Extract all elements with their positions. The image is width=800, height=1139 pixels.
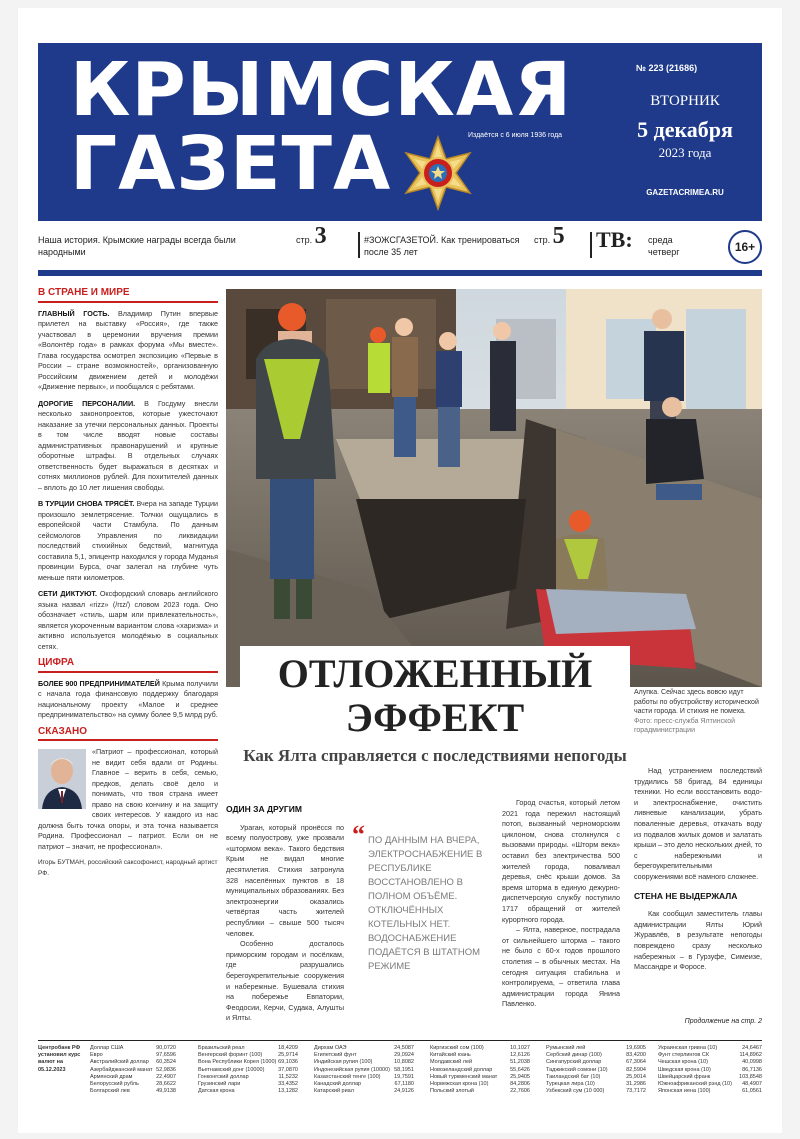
- currency-rate: 24,5087: [394, 1045, 414, 1051]
- currency-name: Вона Республики Корея (1000): [198, 1059, 277, 1066]
- currency-rate: 51,2038: [510, 1059, 530, 1066]
- paragraph: Особенно досталось приморским городам и посёлкам, где разрушались берегоукрепительные сооружения и набережные. Бушевала стихия на побережье Евпатории, Феодосии, Керчи, Судака, Алушты и Ялты.: [226, 939, 344, 1023]
- currency-name: Китайский юань: [430, 1052, 471, 1059]
- currency-row: [198, 1059, 298, 1066]
- currency-name: Египетский фунт: [314, 1052, 357, 1059]
- currency-row: [90, 1045, 176, 1052]
- tv-label[interactable]: ТВ:: [596, 227, 633, 252]
- teaser-row: [38, 223, 762, 270]
- title-line-2: ГАЗЕТА: [70, 121, 392, 207]
- currency-rate: 37,0870: [278, 1066, 298, 1073]
- currency-column: [314, 1045, 414, 1095]
- subheadline: Как Ялта справляется с последствиями непогоды: [243, 746, 627, 765]
- page-ref-prefix: стр.: [534, 235, 551, 245]
- currency-row: [658, 1074, 762, 1081]
- divider: [358, 232, 360, 258]
- currency-rate: 55,6426: [510, 1066, 530, 1073]
- currency-rate: 25,9405: [510, 1073, 530, 1080]
- headline-line-2: ЭФФЕКТ: [345, 695, 525, 740]
- currency-name: Вьетнамский донг (10000): [198, 1066, 265, 1073]
- section-heading-figure: ЦИФРА: [38, 658, 218, 673]
- currency-name: Индонезийская рупия (10000): [314, 1066, 391, 1073]
- currency-rate: 11,5232: [278, 1073, 298, 1080]
- paragraph: Ураган, который пронёсся по всему полуострову, уже прозвали «штормом века». Такого бедствия Крым не видал многие десятилетия. Стихия затронула 328 населённых пунктов в 18 муниципальных образованиях. Без электроэнергии оказались четвёртая часть жителей республики – свыше 500 тысяч человек.: [226, 822, 344, 938]
- photo-caption: [634, 688, 762, 736]
- currency-name: Канадский доллар: [314, 1081, 362, 1088]
- currency-rate: 84,2806: [510, 1081, 530, 1088]
- since-note: Издаётся с 6 июля 1936 года: [468, 132, 563, 139]
- currency-name: Румынский лей: [546, 1045, 586, 1051]
- currency-row: [658, 1052, 762, 1059]
- currency-name: Венгерский форинт (100): [198, 1052, 263, 1059]
- currency-name: Новозеландский доллар: [430, 1066, 493, 1073]
- currency-rate: 97,6596: [156, 1052, 176, 1059]
- currency-name: Датская крона: [198, 1088, 235, 1095]
- figure-item: [38, 679, 218, 721]
- currency-name: Азербайджанский манат: [90, 1066, 153, 1073]
- page-ref-5[interactable]: [534, 223, 565, 249]
- currency-row: [198, 1052, 298, 1059]
- currency-rate: 103,8548: [739, 1073, 762, 1080]
- currency-name: Таиландский бат (10): [546, 1073, 601, 1080]
- masthead: [38, 43, 762, 221]
- currency-row: [314, 1067, 414, 1074]
- currency-rate: 19,6905: [626, 1045, 646, 1051]
- issue-weekday: ВТОРНИК: [650, 93, 720, 109]
- currency-rate: 28,6622: [156, 1081, 176, 1088]
- currency-name: Белорусский рубль: [90, 1081, 139, 1088]
- currency-rate: 25,9714: [278, 1052, 298, 1059]
- currency-row: [546, 1088, 646, 1095]
- currency-rate: 52,9836: [156, 1066, 176, 1073]
- currency-rate: 58,1951: [394, 1066, 414, 1073]
- currency-row: [430, 1088, 530, 1095]
- quote-mark-icon: “: [352, 820, 365, 849]
- news-lead: В ТУРЦИИ СНОВА ТРЯСЁТ.: [38, 499, 135, 508]
- teaser-history[interactable]: Наша история. Крымские награды всегда были народными: [38, 235, 236, 257]
- currency-row: [430, 1074, 530, 1081]
- currency-column: [198, 1045, 298, 1095]
- bottom-rule: [38, 1040, 762, 1041]
- currency-row: [430, 1067, 530, 1074]
- pull-quote: [352, 820, 484, 974]
- currency-rate: 33,4352: [278, 1081, 298, 1088]
- page-ref-number: 5: [552, 223, 565, 249]
- headline-block: [240, 646, 630, 766]
- currency-rate: 49,9138: [156, 1088, 176, 1095]
- news-text: Владимир Путин впервые прилетел на выставку «Россия», где также участвовал в церемонии вручения премии «Волонтёр года» в рамках форума «Мы вместе». Глава государства осмотрел экспозицию «Первые в России – стране возможностей», организованную Российским движением детей и молодёжи «Движение первых», и пообщался с ребятами.: [38, 308, 218, 391]
- currency-name: Евро: [90, 1052, 103, 1059]
- figure-lead: БОЛЕЕ 900 ПРЕДПРИНИМАТЕЛЕЙ: [38, 678, 160, 688]
- currency-row: [198, 1081, 298, 1088]
- sidebar: [38, 288, 218, 879]
- currency-name: Болгарский лев: [90, 1088, 130, 1095]
- article-column-3: [502, 798, 620, 1010]
- paragraph: – Ялта, наверное, пострадала от сильнейшего шторма – такого не было с 60-х годов прошлого столетия – в обычных местах. На сегодня ситуация стабильна и контролируема, – ответила глава администрации города Янина Павленко.: [502, 925, 620, 1009]
- currency-rate: 40,0998: [742, 1059, 762, 1066]
- currency-column: [430, 1045, 530, 1095]
- currency-name: Армянский драм: [90, 1073, 133, 1080]
- news-item: [38, 399, 218, 494]
- currency-name: Украинская гривна (10): [658, 1045, 718, 1051]
- currency-rate: 10,8082: [394, 1059, 414, 1066]
- currency-name: Грузинский лари: [198, 1081, 241, 1088]
- currency-rate: 18,4209: [278, 1045, 298, 1051]
- currency-rate: 86,7136: [742, 1066, 762, 1073]
- headline[interactable]: [240, 652, 630, 740]
- currency-rate: 24,6467: [742, 1045, 762, 1051]
- issue-panel: [608, 43, 762, 221]
- currency-row: [546, 1067, 646, 1074]
- news-lead: ДОРОГИЕ ПЕРСОНАЛИИ.: [38, 398, 136, 408]
- currency-row: [658, 1045, 762, 1052]
- page-ref-number: 3: [314, 223, 327, 249]
- currency-rate: 19,7591: [394, 1073, 414, 1080]
- currency-name: Австралийский доллар: [90, 1059, 149, 1066]
- article-column-1: [226, 800, 344, 1024]
- currency-row: [314, 1074, 414, 1081]
- tv-days: среда четверг: [648, 235, 680, 257]
- paragraph: Над устранением последствий трудились 58 бригад, 84 единицы техники. Но если восстановить водо- и электроснабжение, очистить ливневые канализации, убрать поваленные деревья, откачать воду из подвалов жилых домов и залатать крыши – это дело нескольких дней, то с набережными и берегоукрепительными сооружениями всё намного сложнее.: [634, 766, 762, 881]
- pull-quote-text: ПО ДАННЫМ НА ВЧЕРА, ЭЛЕКТРОСНАБЖЕНИЕ В РЕСПУБЛИКЕ ВОССТАНОВЛЕНО В ПОЛНОМ ОБЪЁМЕ. ОТКЛЮЧЁННЫХ КОТЕЛЬНЫХ НЕТ. ВОДОСНАБЖЕНИЕ ПОДАЁТСЯ В ШТАТНОМ РЕЖИМЕ: [368, 835, 483, 972]
- order-emblem-icon: [400, 135, 476, 211]
- paragraph: Город счастья, который летом 2021 года пережил настоящий потоп, вызванный черноморским циклоном, снова столкнулся с вызовами природы. «Шторм века» оставил без электричества 500 жителей города, поваливал деревья, снёс крыши домов. За время шторма в единую дежурно-диспетчерскую службу поступило 1717 обращений от жителей курортного города.: [502, 798, 620, 924]
- currency-rate: 29,0924: [394, 1052, 414, 1059]
- currency-rate: 10,1027: [510, 1045, 530, 1051]
- currency-name: Чешская крона (10): [658, 1059, 708, 1066]
- page-ref-3[interactable]: [296, 223, 327, 249]
- currency-rate: 69,1036: [278, 1059, 298, 1066]
- currency-table: [38, 1045, 762, 1115]
- currency-rate: 82,5904: [626, 1066, 646, 1073]
- news-text: В Госдуму внесли несколько законопроектов, которые ужесточают наказание за утечки персональных данных. Проекты в том числе вводят новые составы административных правонарушений и крупные оборотные штрафы. В отдельных случаях ответственность будет выражаться в десятках и сотнях миллионов рублей. Для похитителей данных – вплоть до 10 лет лишения свободы.: [38, 398, 218, 492]
- currency-rate: 31,2986: [626, 1081, 646, 1088]
- hero-photo: [226, 289, 762, 687]
- currency-row: [658, 1067, 762, 1074]
- currency-name: Казахстанский тенге (100): [314, 1073, 381, 1080]
- currency-name: Дирхам ОАЭ: [314, 1045, 347, 1051]
- currency-row: [314, 1059, 414, 1066]
- currency-name: Швейцарский франк: [658, 1073, 711, 1080]
- currency-column: [546, 1045, 646, 1095]
- currency-row: [90, 1088, 176, 1095]
- title-line-1: КРЫМСКАЯ: [70, 47, 573, 133]
- currency-row: [90, 1059, 176, 1066]
- currency-intro: Центробанк РФ установил курс валют на 05.12.2023: [38, 1045, 81, 1073]
- currency-name: Южноафриканский рэнд (10): [658, 1081, 732, 1088]
- news-lead: СЕТИ ДИКТУЮТ.: [38, 589, 97, 598]
- currency-rate: 25,9014: [626, 1073, 646, 1080]
- currency-rate: 13,1282: [278, 1088, 298, 1095]
- news-item: [38, 589, 218, 652]
- currency-row: [198, 1067, 298, 1074]
- currency-rate: 22,7606: [510, 1088, 530, 1095]
- article-column-4: [634, 766, 762, 973]
- currency-column: [90, 1045, 176, 1095]
- currency-name: Таджикский сомони (10): [546, 1066, 608, 1073]
- currency-name: Турецкая лира (10): [546, 1081, 595, 1088]
- continued-link[interactable]: Продолжение на стр. 2: [684, 1018, 762, 1025]
- age-rating-badge: 16+: [728, 230, 762, 264]
- quote-text: «Патриот – профессионал, который не видит себя вдали от Родины. Главное – верить в себя, семью, предков, делать своё дело и понимать, что твоя страна имеет право на свою кончину и на защиту своих интересов. У каждого из нас должна быть точка опоры, и эта точка называется Родина. Профессионал – патриот. Если он не патриот – значит, не профессионал».: [38, 747, 218, 851]
- currency-name: Фунт стерлингов СК: [658, 1052, 710, 1059]
- column-heading: ОДИН ЗА ДРУГИМ: [226, 804, 302, 814]
- currency-name: Киргизский сом (100): [430, 1045, 484, 1051]
- newspaper-title[interactable]: [70, 47, 573, 207]
- currency-rate: 24,9126: [394, 1088, 414, 1095]
- currency-rate: 67,3064: [626, 1059, 646, 1066]
- paragraph: Как сообщил заместитель главы администрации Ялты Юрий Журавлёв, в результате непогоды повреждено сразу несколько набережных – в Гурзуфе, Симеизе, Массандре и Форосе.: [634, 909, 762, 972]
- currency-name: Сербский динар (100): [546, 1052, 602, 1059]
- quote-author: Игорь БУТМАН, российский саксофонист, народный артист РФ.: [38, 859, 218, 877]
- column-heading: СТЕНА НЕ ВЫДЕРЖАЛА: [634, 890, 738, 901]
- section-heading-quote: СКАЗАНО: [38, 727, 218, 742]
- site-link[interactable]: GAZETACRIMEA.RU: [646, 188, 724, 197]
- currency-name: Шведская крона (10): [658, 1066, 711, 1073]
- currency-name: Норвежская крона (10): [430, 1081, 489, 1088]
- section-heading-news: В СТРАНЕ И МИРЕ: [38, 288, 218, 303]
- currency-name: Японская иена (100): [658, 1088, 711, 1095]
- currency-row: [430, 1059, 530, 1066]
- currency-rate: 22,4907: [156, 1073, 176, 1080]
- currency-name: Индийская рупия (100): [314, 1059, 373, 1066]
- currency-row: [90, 1067, 176, 1074]
- currency-name: Гонконгский доллар: [198, 1073, 249, 1080]
- currency-name: Польский злотый: [430, 1088, 475, 1095]
- headline-line-1: ОТЛОЖЕННЫЙ: [277, 651, 593, 696]
- currency-rate: 60,3524: [156, 1059, 176, 1066]
- currency-rate: 67,1180: [394, 1081, 414, 1088]
- currency-rate: 73,7172: [626, 1088, 646, 1095]
- currency-rate: 90,0720: [156, 1045, 176, 1051]
- currency-name: Сингапурский доллар: [546, 1059, 602, 1066]
- issue-date: 5 декабря: [637, 117, 733, 142]
- newspaper-page: [18, 8, 782, 1133]
- quote-block: [38, 747, 218, 879]
- caption-text: Алупка. Сейчас здесь вовсю идут работы по обустройству исторической части города. И стихия не помеха.: [634, 689, 759, 715]
- currency-name: Узбекский сум (10 000): [546, 1088, 605, 1095]
- currency-name: Новый туркменский манат: [430, 1073, 498, 1080]
- currency-rate: 48,4907: [742, 1081, 762, 1088]
- caption-source: Фото: пресс-служба Ялтинской горадминистрации: [634, 717, 736, 734]
- currency-rate: 114,8962: [739, 1052, 762, 1059]
- currency-row: [658, 1059, 762, 1066]
- news-item: [38, 309, 218, 393]
- currency-row: [658, 1081, 762, 1088]
- issue-number: № 223 (21686): [636, 63, 698, 73]
- currency-row: [198, 1074, 298, 1081]
- page-ref-prefix: стр.: [296, 235, 313, 245]
- currency-name: Бразильский реал: [198, 1045, 245, 1051]
- currency-row: [314, 1088, 414, 1095]
- currency-name: Доллар США: [90, 1045, 124, 1051]
- figure-text: Крыма получили с начала года финансовую поддержку благодаря национальному проекту «Малое и среднее предпринимательство» на сумму более 9,5 млрд руб.: [38, 678, 218, 719]
- news-text: Вчера на западе Турции произошло землетрясение. Толчки ощущались в европейской части Стамбула. По данным сейсмологов Управления по ликвидации последствий стихийных бедствий, магнитуда составила 5,1, эпицентр находился у города Муданья провинции Бурса, очаг залегал на глубине чуть меньше пяти километров.: [38, 499, 218, 582]
- currency-row: [658, 1088, 762, 1095]
- issue-year: 2023 года: [658, 145, 712, 160]
- divider: [590, 232, 592, 258]
- currency-rate: 61,0561: [742, 1088, 762, 1095]
- author-portrait: [38, 749, 86, 809]
- currency-name: Катарский риал: [314, 1088, 354, 1095]
- currency-row: [198, 1088, 298, 1095]
- currency-row: [546, 1059, 646, 1066]
- currency-row: [90, 1074, 176, 1081]
- top-rule: [38, 270, 762, 276]
- currency-rate: 12,6126: [510, 1052, 530, 1059]
- news-item: [38, 499, 218, 583]
- currency-column: [658, 1045, 762, 1095]
- currency-rate: 83,4200: [626, 1052, 646, 1059]
- news-lead: ГЛАВНЫЙ ГОСТЬ.: [38, 308, 110, 318]
- teaser-fitness[interactable]: #ЗОЖСГАЗЕТОЙ. Как тренироваться после 35 лет: [364, 235, 520, 257]
- currency-row: [546, 1074, 646, 1081]
- currency-name: Молдавский лей: [430, 1059, 473, 1066]
- news-text: Оксфордский словарь английского языка назвал «rizz» (/rɪz/) словом 2023 года. Оно обозначает «стиль, шарм или привлекательность», является укороченным вариантом слова «харизма» и активно используется молодёжью в социальных сетях.: [38, 589, 218, 651]
